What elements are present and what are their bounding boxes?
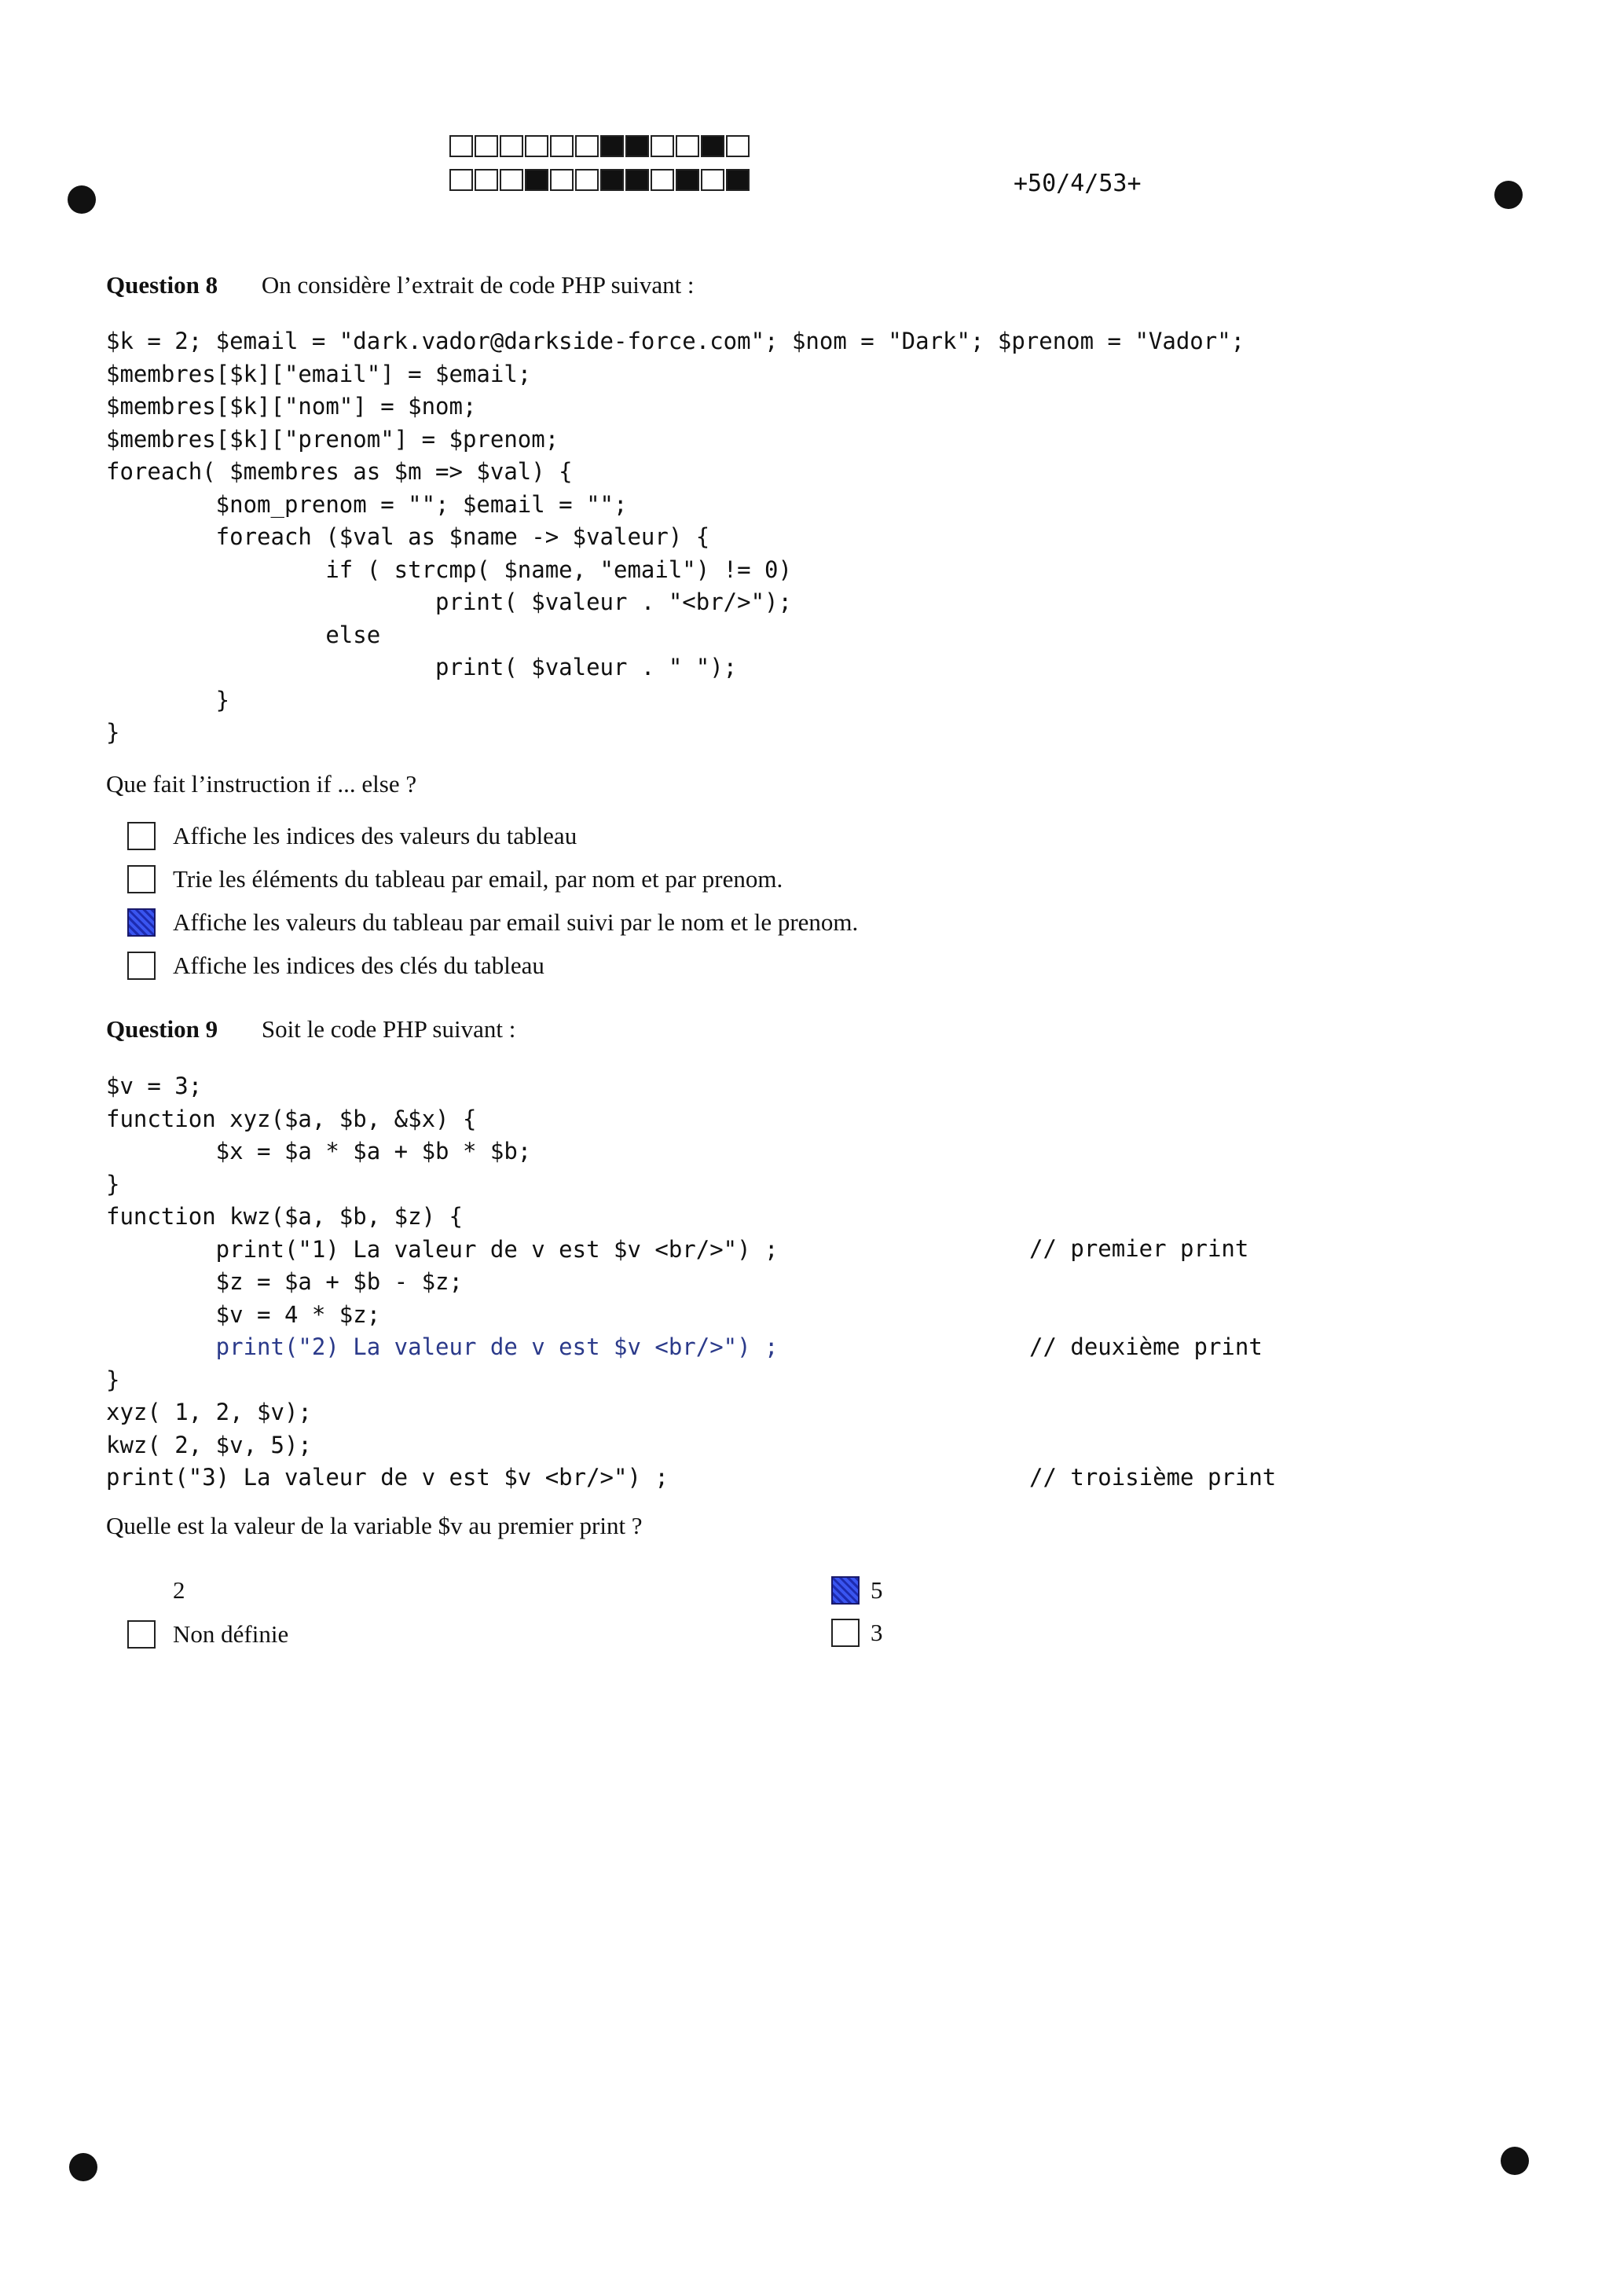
- barcode-cell: [575, 169, 599, 191]
- code-line: print("1) La valeur de v est $v <br/>") ;: [106, 1235, 779, 1263]
- q9-option-5[interactable]: [831, 1576, 883, 1605]
- code-line: $nom_prenom = ""; $email = "";: [106, 490, 628, 518]
- corner-mark-bottom-left: [69, 2153, 97, 2181]
- barcode-row-1: [449, 135, 751, 157]
- option-label: Affiche les valeurs du tableau par email suivi par le nom et le prenom.: [173, 908, 859, 936]
- option-label: Affiche les indices des valeurs du tableau: [173, 822, 577, 849]
- code-line: $v = 3;: [106, 1073, 203, 1099]
- barcode-cell: [726, 135, 750, 157]
- corner-mark-bottom-right: [1501, 2147, 1529, 2175]
- question-text: Soit le code PHP suivant :: [261, 1015, 516, 1043]
- barcode-cell: [701, 169, 724, 191]
- code-line: $membres[$k]["nom"] = $nom;: [106, 393, 477, 420]
- option-label: 2: [173, 1576, 185, 1604]
- checkbox[interactable]: [127, 952, 156, 980]
- barcode-cell: [475, 169, 498, 191]
- barcode-cell: [550, 135, 574, 157]
- q9-option-2: [127, 1576, 185, 1605]
- barcode-row-2: [449, 169, 751, 191]
- question-8-prompt: Que fait l’instruction if ... else ?: [106, 770, 417, 798]
- code-line: print( $valeur . " ");: [106, 654, 738, 680]
- checkbox[interactable]: [831, 1576, 860, 1605]
- question-title: Question 9: [106, 1015, 218, 1043]
- code-line: }: [106, 1366, 120, 1393]
- comment-premier-print: // premier print: [1029, 1235, 1249, 1262]
- page-id: +50/4/53+: [1014, 170, 1142, 197]
- code-line: }: [106, 1170, 120, 1198]
- q9-option-3[interactable]: [831, 1619, 883, 1647]
- barcode-cell: [701, 135, 724, 157]
- barcode-cell: [525, 135, 548, 157]
- code-line: print("2) La valeur de v est $v <br/>") ;: [106, 1333, 779, 1360]
- barcode-cell: [676, 169, 699, 191]
- barcode-cell: [600, 169, 624, 191]
- code-line: function kwz($a, $b, $z) {: [106, 1203, 463, 1230]
- code-line: xyz( 1, 2, $v);: [106, 1399, 312, 1425]
- code-line: $x = $a * $a + $b * $b;: [106, 1138, 532, 1165]
- checkbox[interactable]: [127, 822, 156, 850]
- code-line: }: [106, 719, 120, 746]
- code-block-q8: [106, 325, 1245, 750]
- checkbox[interactable]: [127, 865, 156, 893]
- question-text: On considère l’extrait de code PHP suivant :: [261, 271, 695, 299]
- comment-deuxieme-print: // deuxième print: [1029, 1333, 1263, 1360]
- barcode-cell: [525, 169, 548, 191]
- question-title: Question 8: [106, 271, 218, 299]
- q8-option-2[interactable]: [127, 865, 783, 893]
- barcode-cell: [575, 135, 599, 157]
- checkbox[interactable]: [127, 1620, 156, 1649]
- option-label: Affiche les indices des clés du tableau: [173, 952, 544, 979]
- option-label: Non définie: [173, 1620, 289, 1648]
- missing-checkbox: [127, 1576, 156, 1605]
- code-block-q9: [106, 1070, 779, 1495]
- q8-option-3[interactable]: [127, 908, 858, 937]
- q8-option-4[interactable]: [127, 952, 544, 980]
- code-line: $k = 2; $email = "dark.vador@darkside-force.com"; $nom = "Dark"; $prenom = "Vador";: [106, 328, 1245, 354]
- barcode-cell: [651, 169, 674, 191]
- checkbox[interactable]: [831, 1619, 860, 1647]
- barcode-cell: [600, 135, 624, 157]
- code-line: foreach ($val as $name -> $valeur) {: [106, 523, 710, 550]
- code-line: if ( strcmp( $name, "email") != 0): [106, 556, 792, 583]
- code-line: print( $valeur . "<br/>");: [106, 589, 792, 615]
- option-label: 3: [871, 1619, 883, 1646]
- comment-troisieme-print: // troisième print: [1029, 1464, 1277, 1491]
- question-8-heading: [106, 271, 695, 299]
- barcode-cell: [449, 135, 473, 157]
- q9-option-non-definie[interactable]: [127, 1620, 288, 1649]
- code-line: $membres[$k]["email"] = $email;: [106, 360, 532, 387]
- code-line: print("3) La valeur de v est $v <br/>") ;: [106, 1464, 669, 1491]
- corner-mark-top-left: [68, 185, 96, 214]
- code-line: function xyz($a, $b, &$x) {: [106, 1105, 477, 1132]
- question-9-heading: [106, 1015, 515, 1043]
- code-line: $membres[$k]["prenom"] = $prenom;: [106, 425, 559, 453]
- code-line: kwz( 2, $v, 5);: [106, 1431, 312, 1458]
- barcode-cell: [550, 169, 574, 191]
- barcode-cell: [625, 135, 649, 157]
- code-line: $v = 4 * $z;: [106, 1300, 381, 1328]
- code-line: else: [106, 621, 381, 648]
- option-label: Trie les éléments du tableau par email, par nom et par prenom.: [173, 865, 783, 893]
- barcode-cell: [651, 135, 674, 157]
- barcode-cell: [475, 135, 498, 157]
- barcode-cell: [500, 169, 523, 191]
- barcode-cell: [625, 169, 649, 191]
- option-label: 5: [871, 1576, 883, 1604]
- corner-mark-top-right: [1494, 181, 1523, 209]
- question-9-prompt: Quelle est la valeur de la variable $v au premier print ?: [106, 1512, 643, 1539]
- barcode-cell: [676, 135, 699, 157]
- barcode-cell: [449, 169, 473, 191]
- checkbox[interactable]: [127, 908, 156, 937]
- code-line: }: [106, 686, 230, 713]
- code-line: foreach( $membres as $m => $val) {: [106, 458, 573, 485]
- barcode-cell: [500, 135, 523, 157]
- code-line: $z = $a + $b - $z;: [106, 1268, 463, 1295]
- barcode-cell: [726, 169, 750, 191]
- q8-option-1[interactable]: [127, 822, 577, 850]
